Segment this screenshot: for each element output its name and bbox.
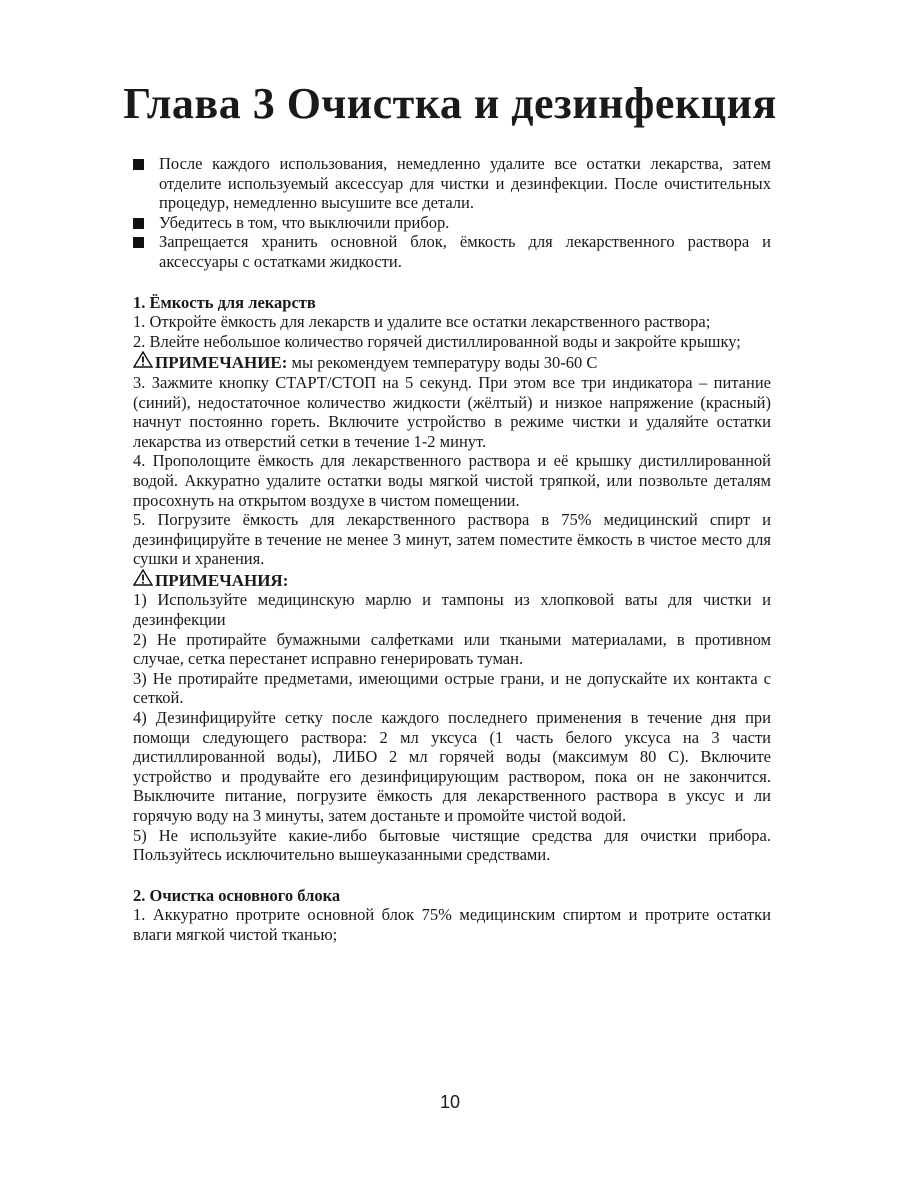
bullet-text: Запрещается хранить основной блок, ёмкость для лекарственного раствора и аксессуары с остатками жидкости.: [159, 232, 771, 271]
bullet-list: [133, 154, 771, 272]
note-item: 4) Дезинфицируйте сетку после каждого последнего применения в течение дня при помощи следующего раствора: 2 мл уксуса (1 часть белого уксуса на 3 части дистиллированной воды), ЛИБО 2 мл горячей воды (максимум 80 С). Включите устройство и продувайте его дезинфицирующим раствором, пока он не закончится. Выключите питание, погрузите ёмкость для лекарственного раствора в уксус и ли горячую воду на 3 минуты, затем достаньте и промойте чистой водой.: [133, 708, 771, 825]
bullet-text: После каждого использования, немедленно удалите все остатки лекарства, затем отделите используемый аксессуар для чистки и дезинфекции. После очистительных процедур, немедленно высушите все детали.: [159, 154, 771, 213]
notes-label: ПРИМЕЧАНИЯ:: [155, 570, 289, 590]
step-text: 1. Аккуратно протрите основной блок 75% медицинским спиртом и протрите остатки влаги мягкой чистой тканью;: [133, 905, 771, 944]
note-item: 2) Не протирайте бумажными салфетками или ткаными материалами, в противном случае, сетка перестанет исправно генерировать туман.: [133, 629, 771, 669]
warning-triangle-icon: [133, 569, 153, 586]
note-item: 3) Не протирайте предметами, имеющими острые грани, и не допускайте их контакта с сеткой.: [133, 668, 771, 708]
step-text: 5. Погрузите ёмкость для лекарственного раствора в 75% медицинский спирт и дезинфицируйте в течение не менее 3 минут, затем поместите ёмкость в чистое место для сушки и хранения.: [133, 510, 771, 569]
bullet-item: [133, 232, 771, 271]
warning-triangle-icon: [133, 351, 153, 368]
chapter-title: Глава 3 Очистка и дезинфекция: [123, 79, 777, 128]
notes-heading: [133, 569, 771, 591]
step-text: 4. Прополощите ёмкость для лекарственного раствора и её крышку дистиллированной водой. Аккуратно удалите остатки воды мягкой чистой тряпкой, или позвольте деталям просохнуть на открытом воздухе в чистом помещении.: [133, 451, 771, 510]
note-item: 5) Не используйте какие-либо бытовые чистящие средства для очистки прибора. Пользуйтесь исключительно вышеуказанными средствами.: [133, 825, 771, 865]
square-bullet-icon: [133, 159, 144, 170]
square-bullet-icon: [133, 237, 144, 248]
page-number: 10: [439, 1092, 461, 1112]
note-item: 1) Используйте медицинскую марлю и тампоны из хлопковой ваты для чистки и дезинфекции: [133, 590, 771, 630]
section-heading: 2. Очистка основного блока: [133, 885, 341, 905]
section-heading: 1. Ёмкость для лекарств: [133, 292, 316, 312]
bullet-item: [133, 154, 771, 213]
step-text: 1. Откройте ёмкость для лекарств и удалите все остатки лекарственного раствора;: [133, 312, 711, 332]
bullet-text: Убедитесь в том, что выключили прибор.: [159, 212, 450, 232]
page-content: [133, 154, 771, 945]
bullet-item: [133, 213, 771, 233]
note-text: мы рекомендуем температуру воды 30-60 С: [291, 353, 598, 373]
step-text: 2. Влейте небольшое количество горячей дистиллированной воды и закройте крышку;: [133, 331, 741, 351]
step-text: 3. Зажмите кнопку СТАРТ/СТОП на 5 секунд. При этом все три индикатора – питание (синий), недостаточное количество жидкости (жёлтый) и низкое напряжение (красный) начнут постоянно гореть. Включите устройство в режиме чистки и удаляйте остатки лекарства из отверстий сетки в течение 1-2 минут.: [133, 372, 771, 451]
square-bullet-icon: [133, 218, 144, 229]
note-line: [133, 351, 771, 373]
note-label: ПРИМЕЧАНИЕ:: [155, 353, 288, 373]
